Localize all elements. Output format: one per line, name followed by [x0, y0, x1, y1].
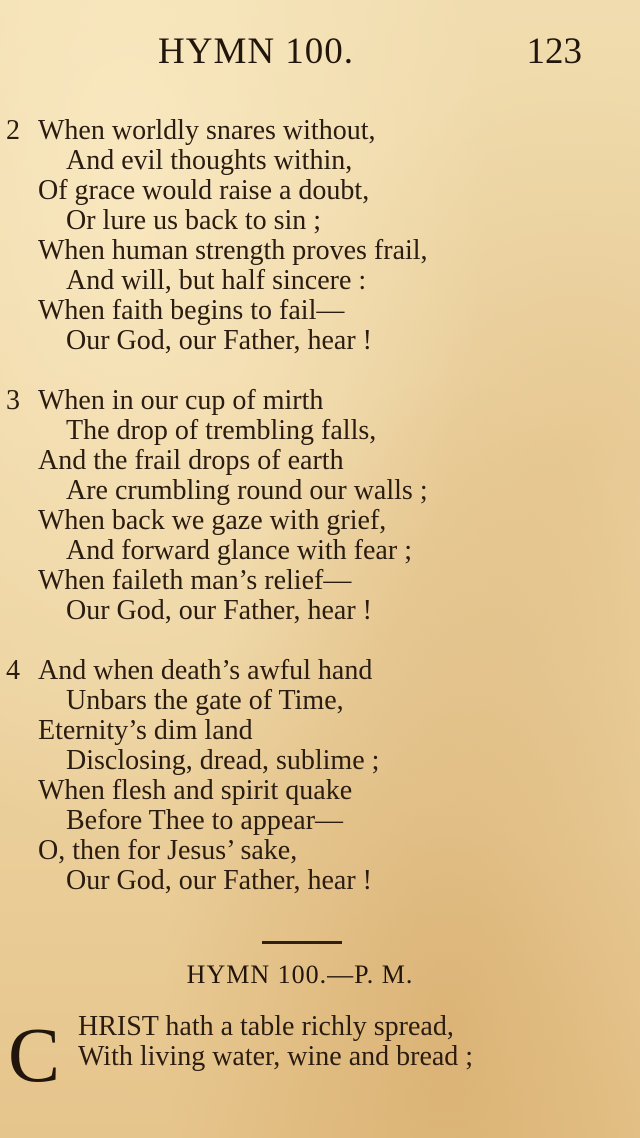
verse-line: Our God, our Father, hear !	[66, 325, 373, 356]
verse-line: Or lure us back to sin ;	[66, 205, 322, 236]
verse-line: And evil thoughts within,	[66, 145, 353, 176]
verse-line: Before Thee to appear—	[66, 805, 344, 836]
stanza-number: 2	[6, 115, 20, 146]
verse-line: HRIST hath a table richly spread,	[78, 1011, 454, 1042]
stanza-2	[0, 116, 640, 356]
verse-line: And the frail drops of earth	[38, 445, 344, 476]
verse-text: And when death’s awful hand	[38, 655, 373, 686]
hymn-verses	[0, 116, 640, 926]
verse-line	[0, 656, 640, 686]
verse-line: And will, but half sincere :	[66, 265, 367, 296]
verse-line: Unbars the gate of Time,	[66, 685, 344, 716]
page-number: 123	[526, 31, 582, 72]
verse-text: When worldly snares without,	[38, 115, 376, 146]
verse-line: Our God, our Father, hear !	[66, 595, 373, 626]
stanza-number: 3	[6, 385, 20, 416]
next-hymn-opening	[0, 1011, 640, 1098]
verse-line: When human strength proves frail,	[38, 235, 428, 266]
verse-line	[0, 116, 640, 146]
verse-line	[0, 386, 640, 416]
verse-line: Of grace would raise a doubt,	[38, 175, 370, 206]
stanza-3	[0, 386, 640, 626]
running-title: HYMN 100.	[158, 31, 355, 72]
verse-line: When back we gaze with grief,	[38, 505, 387, 536]
verse-line: The drop of trembling falls,	[66, 415, 377, 446]
drop-cap: C	[8, 1011, 61, 1098]
verse-line: When flesh and spirit quake	[38, 775, 353, 806]
verse-line: With living water, wine and bread ;	[78, 1041, 474, 1072]
section-divider	[262, 941, 342, 944]
verse-line: When faith begins to fail—	[38, 295, 345, 326]
verse-line: Disclosing, dread, sublime ;	[66, 745, 380, 776]
next-hymn-title: HYMN 100.—P. M.	[186, 960, 414, 989]
page-header	[0, 30, 640, 74]
verse-line: O, then for Jesus’ sake,	[38, 835, 298, 866]
verse-line: Our God, our Father, hear !	[66, 865, 373, 896]
verse-line: Eternity’s dim land	[38, 715, 253, 746]
verse-line: When faileth man’s relief—	[38, 565, 352, 596]
verse-line: And forward glance with fear ;	[66, 535, 412, 566]
verse-line: Are crumbling round our walls ;	[66, 475, 428, 506]
stanza-4	[0, 656, 640, 896]
stanza-number: 4	[6, 655, 20, 686]
verse-text: When in our cup of mirth	[38, 385, 324, 416]
